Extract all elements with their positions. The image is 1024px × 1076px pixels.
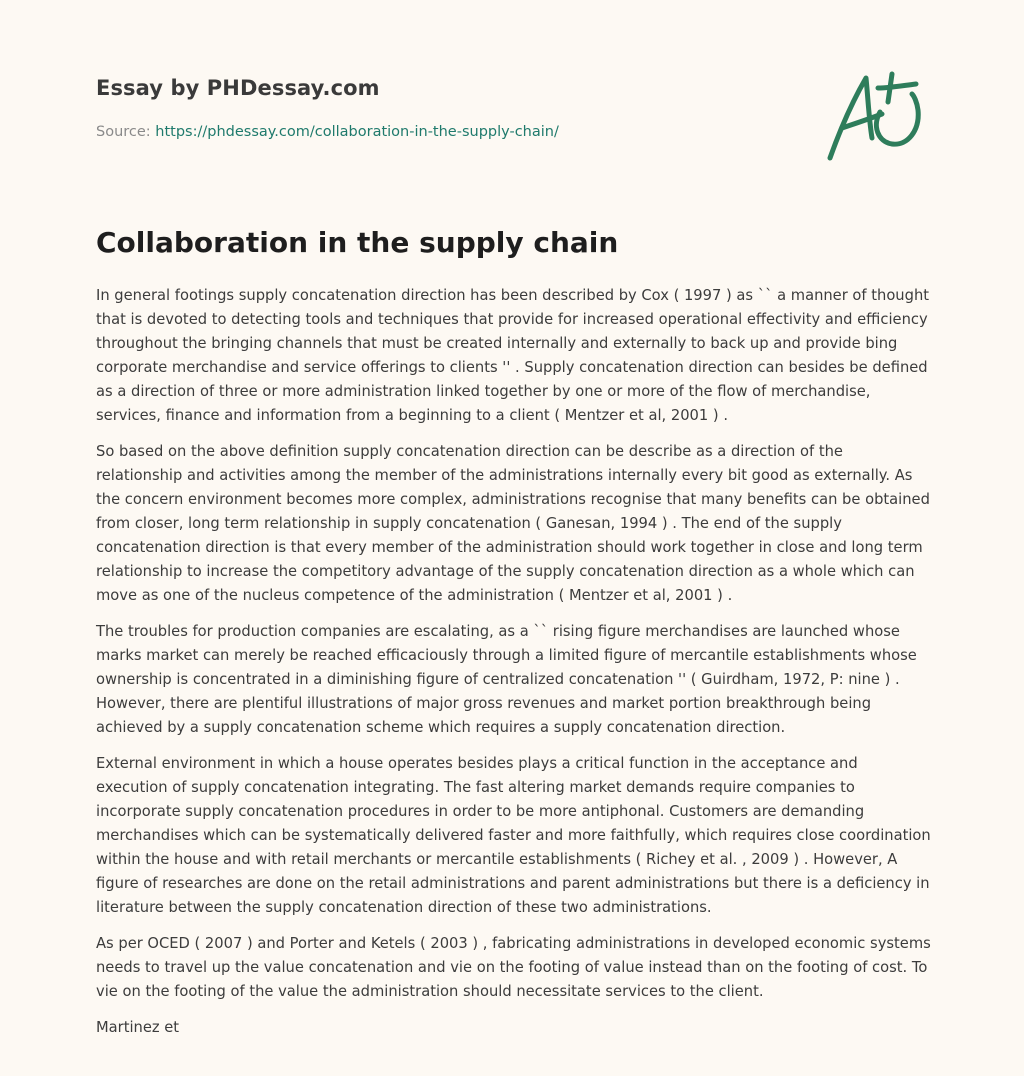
- essay-paragraph: Martinez et: [96, 1019, 180, 1036]
- essay-body: [96, 284, 932, 1052]
- site-brand: Essay by PHDessay.com: [96, 76, 380, 100]
- essay-paragraph: As per OCED ( 2007 ) and Porter and Ketels ( 2003 ) , fabricating administrations in developed economic systems needs to travel up the value concatenation and vie on the footing of value instead than on the footing of cost. To vie on the footing of the value the administration should necessitate services to the client.: [96, 935, 931, 1000]
- essay-paragraph: The troubles for production companies are escalating, as a `` rising figure merchandises are launched whose marks market can merely be reached efficaciously through a limited figure of mercantile establishments whose ownership is concentrated in a diminishing figure of centralized concatenation '' ( Guirdham, 1972, P: nine ) . However, there are plentiful illustrations of major gross revenues and market portion breakthrough being achieved by a supply concatenation scheme which requires a supply concatenation direction.: [96, 623, 917, 736]
- source-line: [96, 124, 559, 140]
- source-label: Source:: [96, 124, 151, 140]
- source-link[interactable]: https://phdessay.com/collaboration-in-the-supply-chain/: [155, 124, 559, 140]
- essay-paragraph: In general footings supply concatenation direction has been described by Cox ( 1997 ) as `` a manner of thought that is devoted to detecting tools and techniques that provide for increased operational effectivity and efficiency throughout the bringing channels that must be created internally and externally to back up and provide bing corporate merchandise and service offerings to clients '' . Supply concatenation direction can besides be defined as a direction of three or more administration linked together by one or more of the flow of merchandise, services, finance and information from a beginning to a client ( Mentzer et al, 2001 ) .: [96, 287, 930, 424]
- a-plus-logo-icon: [822, 68, 926, 164]
- essay-paragraph: External environment in which a house operates besides plays a critical function in the acceptance and execution of supply concatenation integrating. The fast altering market demands require companies to incorporate supply concatenation procedures in order to be more antiphonal. Customers are demanding merchandises which can be systematically delivered faster and more faithfully, which requires close coordination within the house and with retail merchants or mercantile establishments ( Richey et al. , 2009 ) . However, A figure of researches are done on the retail administrations and parent administrations but there is a deficiency in literature between the supply concatenation direction of these two administrations.: [96, 755, 931, 916]
- essay-title: Collaboration in the supply chain: [96, 226, 619, 259]
- essay-paragraph: So based on the above definition supply concatenation direction can be describe as a direction of the relationship and activities among the member of the administrations internally every bit good as externally. As the concern environment becomes more complex, administrations recognise that many benefits can be obtained from closer, long term relationship in supply concatenation ( Ganesan, 1994 ) . The end of the supply concatenation direction is that every member of the administration should work together in close and long term relationship to increase the competitory advantage of the supply concatenation direction as a whole which can move as one of the nucleus competence of the administration ( Mentzer et al, 2001 ) .: [96, 443, 930, 604]
